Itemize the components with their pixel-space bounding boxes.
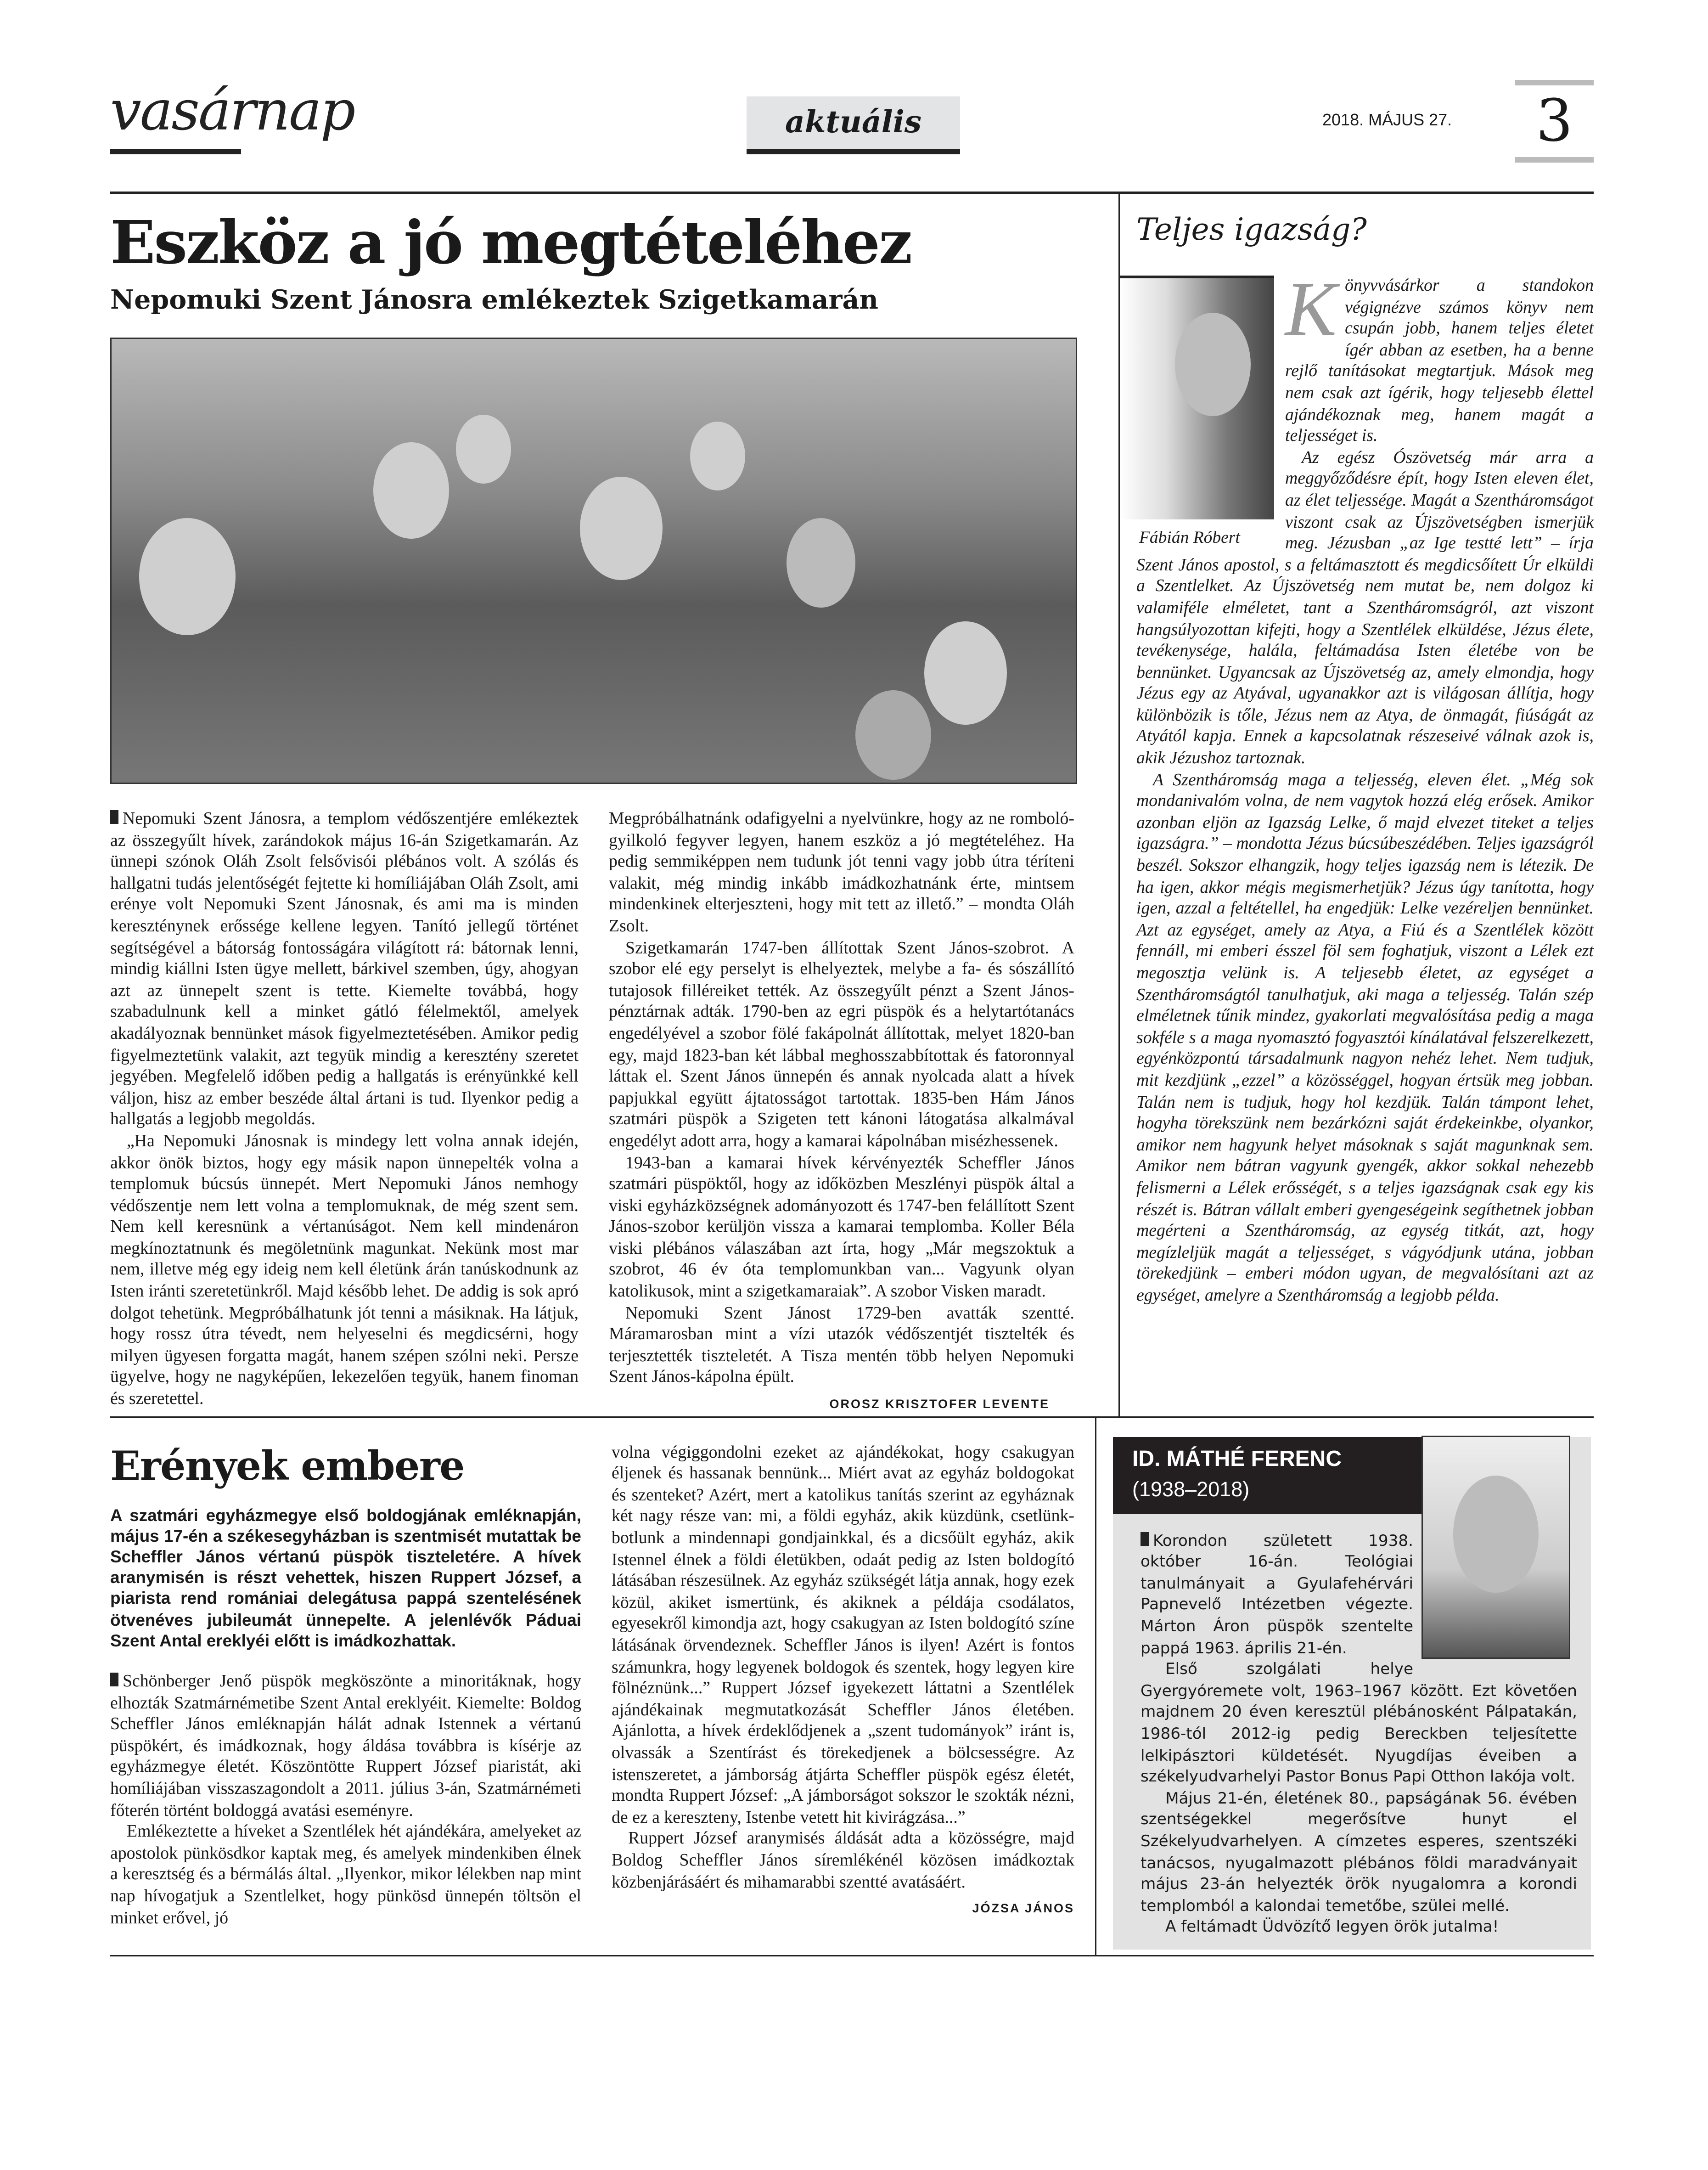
masthead-logo: vasárnap <box>110 80 354 143</box>
column-title: Teljes igazság? <box>1136 214 1367 248</box>
opinion-column <box>1118 194 1594 1416</box>
congregation-photo <box>110 338 1077 784</box>
photo-caption: Fábián Róbert <box>1139 528 1240 547</box>
second-byline: JÓZSA JÁNOS <box>972 1901 1074 1916</box>
paragraph: 1943-ban a kamarai hívek kérvényezték Scheffler János szatmári püspöktől, hogy az időközben Meszlényi püspök által a viski egyházközségnek adományozott és 1747-ben felállított Szent János-szobor kerüljön vissza a kamarai templomba. Koller Béla viski plébános válaszában azt írta, hogy „Már megszoktuk a szobrot, 46 év óta templomunkban van... Vagyunk olyan katolikusok, mint a szigetkamaraiak”. A szobor Visken maradt. <box>609 1152 1074 1301</box>
obituary-text <box>1113 1514 1591 1950</box>
author-photo <box>1120 276 1274 519</box>
main-article <box>110 194 1118 1416</box>
article-headline: Eszköz a jó megtételéhez <box>110 209 911 278</box>
article-byline: OROSZ KRISZTOFER LEVENTE <box>829 1397 1050 1411</box>
top-section <box>110 192 1594 1416</box>
article-subheadline: Nepomuki Szent Jánosra emlékeztek Szigetkamarán <box>110 285 878 316</box>
paragraph: Nepomuki Szent Jánost 1729-ben avatták szentté. Máramarosban mint a vízi utazók védőszentjét tisztelték és terjesztették tiszteletét. A Tisza mentén több helyen Nepomuki Szent János-kápolna épült. <box>609 1302 1074 1387</box>
paragraph: A Szentháromság maga a teljesség, eleven élet. „Még sok mondanivalóm volna, de nem vagytok hozzá elég erősek. Amikor azonban eljön az Igazság Lelke, ő majd elvezet titeket a teljes igazságra.” – mondotta Jézus búcsúbeszédében. Teljes igazságról beszél. Sokszor elhangzik, hogy teljes igazság nem is létezik. De ha igen, akkor mégis megismerhetjük? Jézus úgy tanította, hogy igen, azzal a feltétellel, ha engedjük: Lelke vezéreljen bennünket. Azt az egységet, amely az Atya, a Fiú és a Szentlélek között fennáll, mi emberi ésszel föl sem foghatjuk, viszont a Lélek ezt megosztja velünk is. A teljesebb életet, az egységet a Szentháromságtól tanulhatjuk, aki maga a teljesség. Talán szép elméletnek tűnik mindez, gyakorlati megvalósítása pedig a maga sokféle s a maga nyomasztó fogyasztói kínálatával felszerelkezett, egyénközpontú társadalmunk nagyon nehéz lehet. Nem tudjuk, mit kezdjünk „ezzel” a közösséggel, hogyan értsük meg jobban. Talán nem is tudjuk, hogy hol kezdjük. Talán támpont lehet, hogyha törekszünk nem bezárkózni saját érdekeinkbe, olyankor, amikor nem hagyunk helyet másoknak s saját magunknak sem. Amikor nem bátran vagyunk gyengék, akkor sokkal nehezebb felismerni a Lélek erősségét, s a teljes igazságnak csak egy kis részét is. Bátran vállalt emberi gyengeségeink segíthetnek jobban megérteni a Szentháromság, az egység titkát, azt, hogy megízleljük magát a teljességet, s vágyódjunk utána, jobban törekedjünk – emberi módon ugyan, de megvalósítani azt az egységet, amelyre a Szentháromság a legjobb példa. <box>1136 769 1594 1305</box>
article-column-2 <box>609 809 1074 1416</box>
logo-underline <box>110 149 241 154</box>
second-column-2 <box>612 1442 1074 1944</box>
obituary-header <box>1113 1437 1437 1514</box>
paragraph: Nepomuki Szent Jánosra, a templom védőszentjére emlékeztek az összegyűlt hívek, zarándokok május 16-án Szigetkamarán. Az ünnepi szónok Oláh Zsolt felsővisói plébános volt. A szólás és hallgatni tudás jelentőségét fejtette ki homíliájában Oláh Zsolt, ami erénye volt Nepomuki Szent Jánosnak, és ami ma is minden kereszténynek erőssége kellene legyen. Tanító jellegű történet segítségével a bátorság fontosságára világított rá: bátornak lenni, mindig kiállni Isten ügye mellett, bárkivel szemben, úgy, ahogyan azt az ünnepelt szent is tette. Kiemelte továbbá, hogy szabadulnunk kell a minket gátló félelmektől, amelyek akadályoznak bennünket mások figyelmeztetésében. Amikor pedig figyelmeztetünk valakit, azt tegyük mindig a keresztény szeretet jegyében. Megfelelő időben pedig a hallgatás is erényünkké kell váljon, hisz az ember beszéde által ártani is tud. Ilyenkor pedig a hallgatás a legjobb megoldás. <box>110 809 579 1129</box>
paragraph: Emlékeztette a híveket a Szentlélek hét ajándékára, amelyeket az apostolok pünkösdkor kaptak meg, és amelyek mindenkiben élnek a keresztség és a bérmálás által. „Ilyenkor, mikor lélekben nap mint nap hívogatjuk a Szentlelket, hogy pünkösd ünnepén töltsön el minket erővel, jó <box>110 1821 581 1927</box>
masthead <box>0 0 1708 192</box>
drop-cap: K <box>1285 267 1337 353</box>
paragraph: Az egész Ószövetség már arra a meggyőződésre épít, hogy Isten eleven élet, az élet teljessége. Magát a Szentháromságot viszont csak az Újszövetségben ismerjük meg. Jézusban „az Ige testté lett” – írja Szent János apostol, s a feltámasztott és megdicsőített Úr elküldi a Szentlelket. Az Újszövetség nem mutat be, nem dolgoz ki valamiféle elméletet, tant a Szentháromságról, azt viszont hangsúlyozottan kifejti, hogy a Szentlélek elküldése, Jézus élete, tevékenysége, halála, feltámadása Isten életébe von be bennünket. Ugyancsak az Újszövetség az, amely elmondja, hogy Jézus egy az Atyával, ugyanakkor azt is világosan állítja, hogy különbözik is tőle, Jézus nem az Atya, de önmagát, fiúságát az Atyától kapja. Ennek a kapcsolatnak részeseivé válnak azok is, akik Jézushoz tartoznak. <box>1136 447 1594 768</box>
paragraph: Korondon született 1938. október 16-án. Teológiai tanulmányait a Gyulafehérvári Papnevelő Intézetben végezte. Márton Áron püspök szentelte pappá 1963. április 21-én. <box>1141 1530 1413 1657</box>
second-column-1-text <box>110 1671 581 1929</box>
second-column-1 <box>110 1442 581 1944</box>
paragraph: Május 21-én, életének 80., papságának 56. évében szentségekkel megerősítve hunyt el Székelyudvarhelyen. A címzetes esperes, szentszéki tanácsos, nyugalmazott plébános földi maradványait május 23-án helyezték örök nyugalomra a korondi templomból a kalondai temetőbe, szülei mellé. <box>1141 1788 1577 1915</box>
paragraph-marker <box>110 1673 118 1686</box>
second-headline: Erények embere <box>110 1442 465 1489</box>
obituary-box <box>1113 1437 1591 1950</box>
article-columns <box>110 809 1118 1416</box>
paragraph: „Ha Nepomuki Jánosnak is mindegy lett volna annak idején, akkor önök biztos, hogy egy másik napon ünnepelték volna a templomuk búcsús ünnepét. Mert Nepomuki János nemhogy védőszentje nem lett volna a templomuknak, de még szent sem. Nem kell keresnünk a vértanúságot. Nem kell mindenáron megkínoztatnunk és megöletnünk magunkat. Nekünk most mar nem, illetve még egy ideig nem kell életünk árán tanúskodnunk az Isten iránti szeretetünkről. Majd később lehet. De addig is sok apró dolgot tehetünk. Megpróbálhatunk jót tenni a másiknak. Ha látjuk, hogy rossz útra tévedt, nem helyeselni és megdicsérni, hogy milyen ügyesen forgatta magát, hanem szépen szólni neki. Persze ügyelve, hogy ne nagyképűen, lekezelően tegyük, hanem finoman és szeretettel. <box>110 1131 579 1409</box>
author-figure <box>1120 276 1274 549</box>
paragraph-marker <box>1141 1532 1149 1545</box>
opinion-column-text <box>1136 267 1594 1307</box>
article-column-1 <box>110 809 579 1416</box>
page-number: 3 <box>1515 80 1594 163</box>
issue-date: 2018. MÁJUS 27. <box>1322 110 1452 130</box>
paragraph: volna végiggondolni ezeket az ajándékokat, hogy csakugyan éljenek és hassanak bennünk... Miért avat az egyház boldogokat és szenteket? Azért, mert a katolikus tanítás szerint az egyháznak két nagy része van: mi, a földi egyház, akik küzdünk, csetlünk-botlunk a mindennapi gondjainkkal, és a dicsőült egyház, akik Istennel élnek a földi életükben, odaát pedig az Isten boldogító látásában részesülnek. Az egyház szükségét látja annak, hogy ezek közül, akiket ismertünk, és akiknek a példája csodálatos, egyesekről kimondja azt, hogy csakugyan az Isten boldogító színe látásának örvendeznek. Scheffler János is ilyen! Azért is fontos számunkra, hogy legyenek boldogok és szentek, hogy legyen kire fölnéznünk...” Ruppert József igyekezett láttatni a Szentlélek ajándékainak megmutatkozását Scheffler János életében. Ajánlotta, a hívek érdeklődjenek a „szent tudományok” iránt is, olvassák a Szentírást és törekedjenek a bölcsességre. Az istenszeretet, a jámborság átjárta Scheffler püspök egész életét, mondta Ruppert József: „A jámborságot sokszor le szokták nézni, de ez a kereszteny, Istenbe vetett hit kivirágzása...” <box>612 1442 1074 1827</box>
bottom-section <box>110 1416 1594 1956</box>
paragraph: Szigetkamarán 1747-ben állítottak Szent János-szobrot. A szobor elé egy perselyt is elhelyeztek, melybe a fa- és sószállító tutajosok filléreiket tették. Az összegyűlt pénzt a Szent János-pénztárnak adták. 1790-ben az egri püspök és a helytartótanács engedélyével a szobor fölé fakápolnát állítottak, melyet 1820-ban egy, majd 1823-ban két lábbal meghosszabbítottak és fatoronnyal láttak el. Szent János ünnepén és annak nyolcada alatt a hívek papjukkal együtt ájtatosságot tartottak. 1835-ben Hám János szatmári püspök a Szigeten tett kánoni látogatása alkalmával engedélyt adott arra, hogy a kamarai kápolnában misézhessenek. <box>609 937 1074 1150</box>
paragraph-marker <box>110 810 118 824</box>
second-article <box>110 1417 1096 1955</box>
paragraph: Megpróbálhatnánk odafigyelni a nyelvünkre, hogy az ne romboló-gyilkoló fegyver legyen, hanem eszköz a jó megtételéhez. Ha pedig semmiképpen nem tudunk jót tenni vagy jobb útra téríteni valakit, még mindig inkább imádkozhatnánk érte, mintsem mindenkinek elterjeszteni, hogy mit tett az illető.” – mondta Oláh Zsolt. <box>609 809 1074 936</box>
section-label: aktuális <box>747 96 960 154</box>
paragraph: Schönberger Jenő püspök megköszönte a minoritáknak, hogy elhozták Szatmárnémetibe Szent Antal ereklyéit. Kiemelte: Boldog Scheffler János emléknapján hálát adnak Istennek a vértanú püspökért, és imádkoznak, hogy áldása továbbra is kísérje az egyházmegye életét. Köszöntötte Ruppert József piaristát, aki homíliájában visszaszagondolt a 2011. július 3-án, Szatmárnémeti főterén történt boldoggá avatási eseményre. <box>110 1671 581 1820</box>
paragraph: önyvvásárkor a standokon végignézve számos könyv nem csupán jobb, hanem teljes életet ígér abban az esetben, ha a benne rejlő tanításokat megtartjuk. Mások meg nem csak azt ígérik, hogy teljesebb élettel ajándékoznak meg, hanem magát a teljességet is. <box>1285 276 1594 445</box>
obituary-name: ID. MÁTHÉ FERENC <box>1132 1447 1342 1471</box>
second-article-lead: A szatmári egyházmegye első boldogjának emléknapján, május 17-én a székesegyházban is szentmisét mutattak be Scheffler János vértanú püspök tiszteletére. A hívek aranymisén is részt vehettek, hiszen Ruppert József, a piarista rend romániai delegátusa pappá szentelésének ötvenéves jubileumát ünnepelte. A jelenlévők Páduai Szent Antal ereklyéi előtt is imádkozhattak. <box>110 1505 581 1651</box>
paragraph: Ruppert József aranymisés áldását adta a közösségre, majd Boldog Scheffler János síremlékénél közösen imádkoztak közbenjárásáért és mihamarabbi szentté avatásáért. <box>612 1828 1074 1891</box>
obituary-photo <box>1421 1435 1570 1658</box>
paragraph: Első szolgálati helye Gyergyóremete volt, 1963–1967 között. Ezt követően majdnem 20 éven keresztül plébánosként Pálpatakán, 1986-tól 2012-ig pedig Bereckben teljesítette lelkipásztori küldetését. Nyugdíjas éveiben a székelyudvarhelyi Pastor Bonus Papi Otthon lakója volt. <box>1141 1659 1577 1786</box>
obituary-years: (1938–2018) <box>1132 1477 1250 1501</box>
paragraph: A feltámadt Üdvözítő legyen örök jutalma! <box>1165 1916 1499 1936</box>
